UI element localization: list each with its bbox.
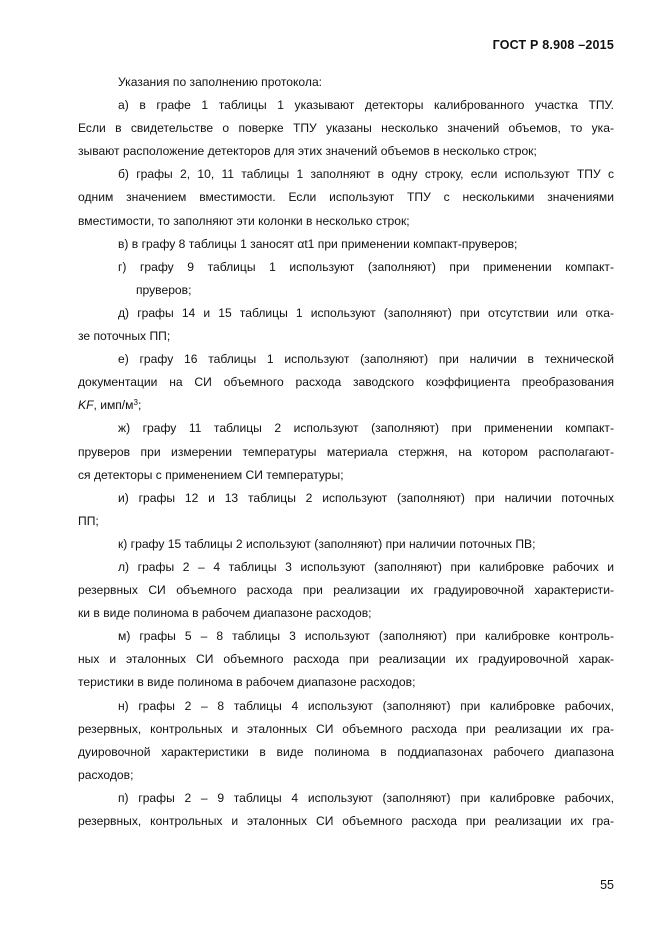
text-line: а) в графе 1 таблицы 1 указывают детекторы калиброванного участка ТПУ. xyxy=(118,98,614,113)
text-line: вместимости, то заполняют эти колонки в несколько строк; xyxy=(78,213,410,228)
text-line: зе поточных ПП; xyxy=(78,329,171,344)
text-line: н) графы 2 – 8 таблицы 4 используют (заполняют) при калибровке рабочих, xyxy=(118,698,614,713)
kf-symbol: KF xyxy=(78,398,94,413)
text-line: пруверов; xyxy=(136,282,192,297)
text-line: ных и эталонных СИ объемного расхода при реализации их градуировочной харак- xyxy=(78,652,614,667)
text-line: резервных, контрольных и эталонных СИ объемного расхода при реализации их гра- xyxy=(78,721,614,736)
text-line: м) графы 5 – 8 таблицы 3 используют (заполняют) при калибровке контроль- xyxy=(118,629,614,644)
text-line: ки в виде полинома в рабочем диапазоне расходов; xyxy=(78,606,372,621)
line-end: ; xyxy=(137,398,142,413)
text-line: е) графу 16 таблицы 1 используют (заполняют) при наличии в технической xyxy=(118,352,614,367)
text-line: к) графу 15 таблицы 2 используют (заполняют) при наличии поточных ПВ; xyxy=(118,536,536,551)
text-line: пруверов при измерении температуры материала стержня, на котором располагают- xyxy=(78,444,614,459)
text-line: документации на СИ объемного расхода заводского коэффициента преобразования xyxy=(78,375,614,390)
unit-text: , имп/м xyxy=(93,398,134,413)
text-line: в) в графу 8 таблицы 1 заносят αt1 при применении компакт-пруверов; xyxy=(118,236,518,251)
text-line: дуировочной характеристики в виде полинома в поддиапазонах рабочего диапазона xyxy=(78,744,614,759)
text-line: одним значением вместимости. Если используют ТПУ с несколькими значениями xyxy=(78,190,614,205)
text-line: расходов; xyxy=(78,767,134,782)
text-line: п) графы 2 – 9 таблицы 4 используют (заполняют) при калибровке рабочих, xyxy=(118,790,614,805)
page-body xyxy=(78,71,614,833)
text-line: и) графы 12 и 13 таблицы 2 используют (заполняют) при наличии поточных xyxy=(118,490,614,505)
unit-superscript: 3 xyxy=(133,398,138,408)
text-line: ся детекторы с применением СИ температуры; xyxy=(78,467,344,482)
text-line: ж) графу 11 таблицы 2 используют (заполняют) при применении компакт- xyxy=(118,421,614,436)
text-line: зывают расположение детекторов для этих значений объемов в несколько строк; xyxy=(78,144,537,159)
text-line: г) графу 9 таблицы 1 используют (заполняют) при применении компакт- xyxy=(118,259,614,274)
document-id: ГОСТ Р 8.908 –2015 xyxy=(492,38,614,52)
text-line: ПП; xyxy=(78,513,99,528)
text-line: б) графы 2, 10, 11 таблицы 1 заполняют в одну строку, если используют ТПУ с xyxy=(118,167,614,182)
page-number: 55 xyxy=(600,878,614,892)
text-line: д) графы 14 и 15 таблицы 1 используют (заполняют) при отсутствии или отка- xyxy=(118,305,614,320)
text-line: Если в свидетельстве о поверке ТПУ указаны несколько значений объемов, то ука- xyxy=(78,121,614,136)
text-line: резервных, контрольных и эталонных СИ объемного расхода при реализации их гра- xyxy=(78,814,614,828)
text-line xyxy=(78,394,614,417)
text-line: л) графы 2 – 4 таблицы 3 используют (заполняют) при калибровке рабочих и xyxy=(118,559,614,574)
protocol-instructions-heading: Указания по заполнению протокола: xyxy=(118,75,323,89)
text-line: теристики в виде полинома в рабочем диапазоне расходов; xyxy=(78,675,416,690)
text-line: резервных СИ объемного расхода при реализации их градуировочной характеристи- xyxy=(78,583,614,598)
